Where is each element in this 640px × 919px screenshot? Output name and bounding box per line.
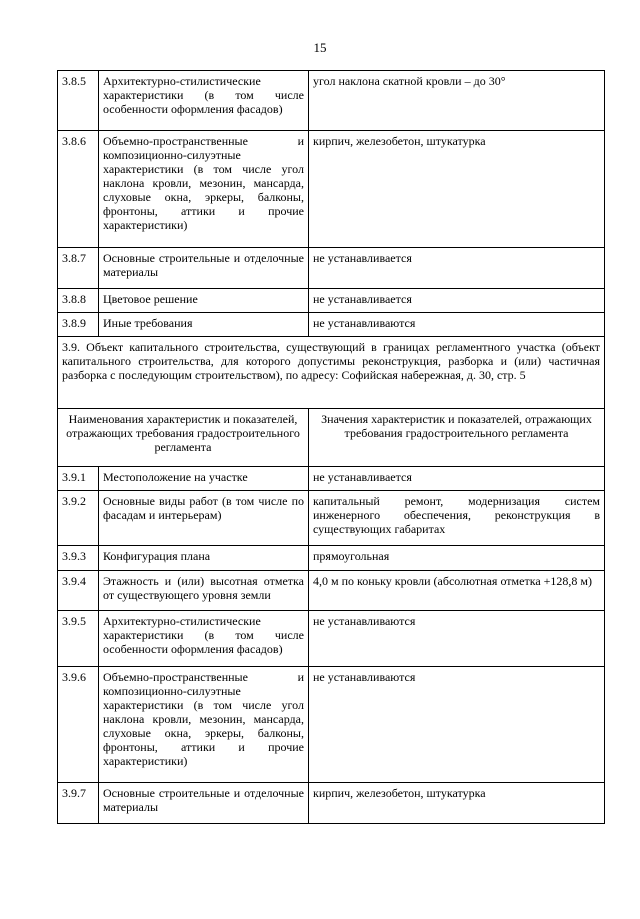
- characteristic-name: Конфигурация плана: [99, 546, 309, 571]
- table-row: [58, 611, 605, 667]
- row-number: 3.8.9: [58, 313, 99, 337]
- row-number: 3.8.6: [58, 131, 99, 248]
- section-3-9-title: 3.9. Объект капитального строительства, существующий в границах регламентного участка (объект капитального строительства, для которого допустимы реконструкция, разборка и (или) частичная разборка с последующим строительством), по адресу: Софийская набережная, д. 30, стр. 5: [58, 337, 605, 409]
- row-number: 3.9.2: [58, 491, 99, 546]
- header-characteristic-name: Наименования характеристик и показателей, отражающих требования градостроительного регламента: [58, 409, 309, 467]
- characteristic-value: прямоугольная: [309, 546, 605, 571]
- table-row: [58, 71, 605, 131]
- row-number: 3.9.4: [58, 571, 99, 611]
- characteristic-value: угол наклона скатной кровли – до 30°: [309, 71, 605, 131]
- row-number: 3.9.1: [58, 467, 99, 491]
- page-number: 15: [313, 40, 327, 55]
- characteristic-name: Объемно-пространственные и композиционно-силуэтные характеристики (в том числе угол наклона кровли, мезонин, мансарда, слуховые окна, эркеры, балконы, фронтоны, аттики и прочие характеристики): [99, 131, 309, 248]
- header-characteristic-value: Значения характеристик и показателей, отражающих требования градостроительного регламента: [309, 409, 605, 467]
- characteristic-name: Основные строительные и отделочные материалы: [99, 783, 309, 824]
- characteristic-value: капитальный ремонт, модернизация систем инженерного обеспечения, реконструкция в существующих габаритах: [309, 491, 605, 546]
- row-number: 3.9.6: [58, 667, 99, 783]
- table-row: [58, 783, 605, 824]
- characteristic-name: Основные строительные и отделочные материалы: [99, 248, 309, 289]
- row-number: 3.9.3: [58, 546, 99, 571]
- table-row: [58, 289, 605, 313]
- regulation-table: [57, 70, 605, 824]
- characteristic-name: Архитектурно-стилистические характеристики (в том числе особенности оформления фасадов): [99, 71, 309, 131]
- table-row: [58, 571, 605, 611]
- table-row: [58, 313, 605, 337]
- characteristic-value: не устанавливается: [309, 467, 605, 491]
- characteristic-value: не устанавливается: [309, 289, 605, 313]
- row-number: 3.8.7: [58, 248, 99, 289]
- characteristic-value: 4,0 м по коньку кровли (абсолютная отметка +128,8 м): [309, 571, 605, 611]
- characteristic-value: не устанавливаются: [309, 667, 605, 783]
- characteristic-value: кирпич, железобетон, штукатурка: [309, 783, 605, 824]
- characteristic-name: Цветовое решение: [99, 289, 309, 313]
- table-row: [58, 131, 605, 248]
- table-row: [58, 546, 605, 571]
- characteristic-name: Этажность и (или) высотная отметка от существующего уровня земли: [99, 571, 309, 611]
- table-row: [58, 248, 605, 289]
- characteristic-name: Иные требования: [99, 313, 309, 337]
- row-number: 3.9.7: [58, 783, 99, 824]
- row-number: 3.9.5: [58, 611, 99, 667]
- row-number: 3.8.8: [58, 289, 99, 313]
- row-number: 3.8.5: [58, 71, 99, 131]
- section-row: [58, 337, 605, 409]
- characteristic-value: не устанавливаются: [309, 611, 605, 667]
- table-header-row: [58, 409, 605, 467]
- characteristic-value: не устанавливается: [309, 248, 605, 289]
- characteristic-name: Архитектурно-стилистические характеристики (в том числе особенности оформления фасадов): [99, 611, 309, 667]
- table-row: [58, 667, 605, 783]
- table-row: [58, 491, 605, 546]
- characteristic-name: Основные виды работ (в том числе по фасадам и интерьерам): [99, 491, 309, 546]
- characteristic-name: Объемно-пространственные и композиционно-силуэтные характеристики (в том числе угол наклона кровли, мезонин, мансарда, слуховые окна, эркеры, балконы, фронтоны, аттики и прочие характеристики): [99, 667, 309, 783]
- table-row: [58, 467, 605, 491]
- characteristic-value: кирпич, железобетон, штукатурка: [309, 131, 605, 248]
- characteristic-value: не устанавливаются: [309, 313, 605, 337]
- characteristic-name: Местоположение на участке: [99, 467, 309, 491]
